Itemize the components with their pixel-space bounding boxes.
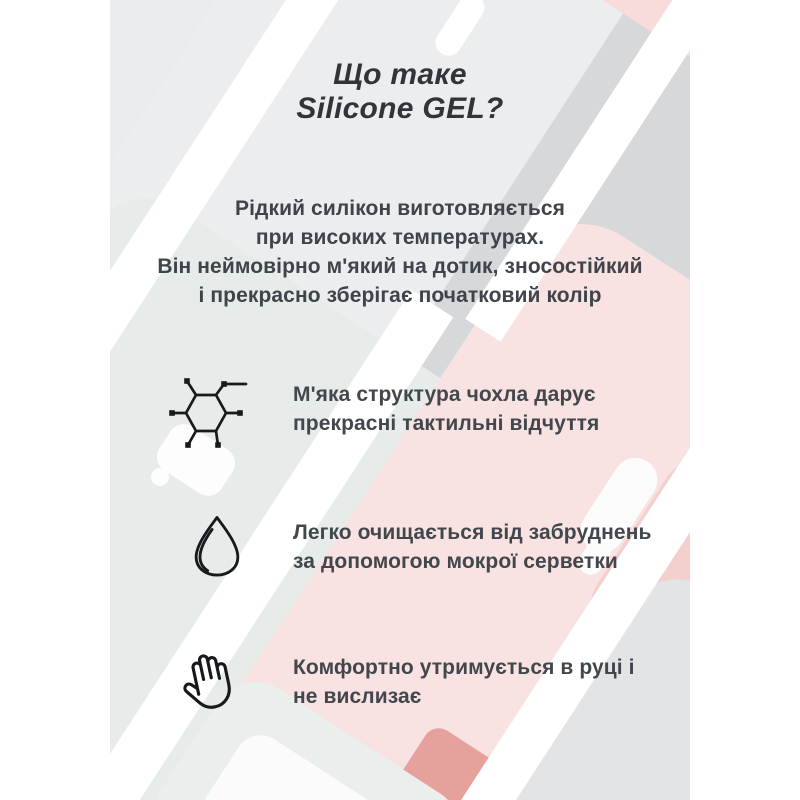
title-line-1: Що таке: [333, 58, 467, 91]
feature-line: М'яка структура чохла дарує: [293, 383, 596, 406]
feature-line: не вислизає: [293, 685, 422, 708]
page-title: [0, 58, 800, 126]
intro-line: Рідкий силікон виготовляється: [235, 197, 565, 220]
feature-text-grip: [293, 653, 663, 711]
molecule-icon: [166, 372, 256, 452]
feature-text-soft-structure: [293, 380, 663, 438]
feature-text-easy-clean: [293, 518, 663, 576]
feature-line: за допомогою мокрої серветки: [293, 550, 618, 573]
feature-line: Легко очищається від забруднень: [293, 521, 652, 544]
intro-text: [0, 194, 800, 310]
feature-line: Комфортно утримується в руці і: [293, 656, 635, 679]
intro-line: при високих температурах.: [255, 226, 545, 249]
intro-line: Він неймовірно м'який на дотик, зносостійкий: [157, 255, 643, 278]
feature-line: прекрасні тактильні відчуття: [293, 412, 600, 435]
title-line-2: Silicone GEL?: [296, 92, 504, 125]
water-drop-icon: [182, 512, 252, 580]
intro-line: і прекрасно зберігає початковий колір: [198, 284, 602, 307]
hand-icon: [170, 647, 252, 719]
